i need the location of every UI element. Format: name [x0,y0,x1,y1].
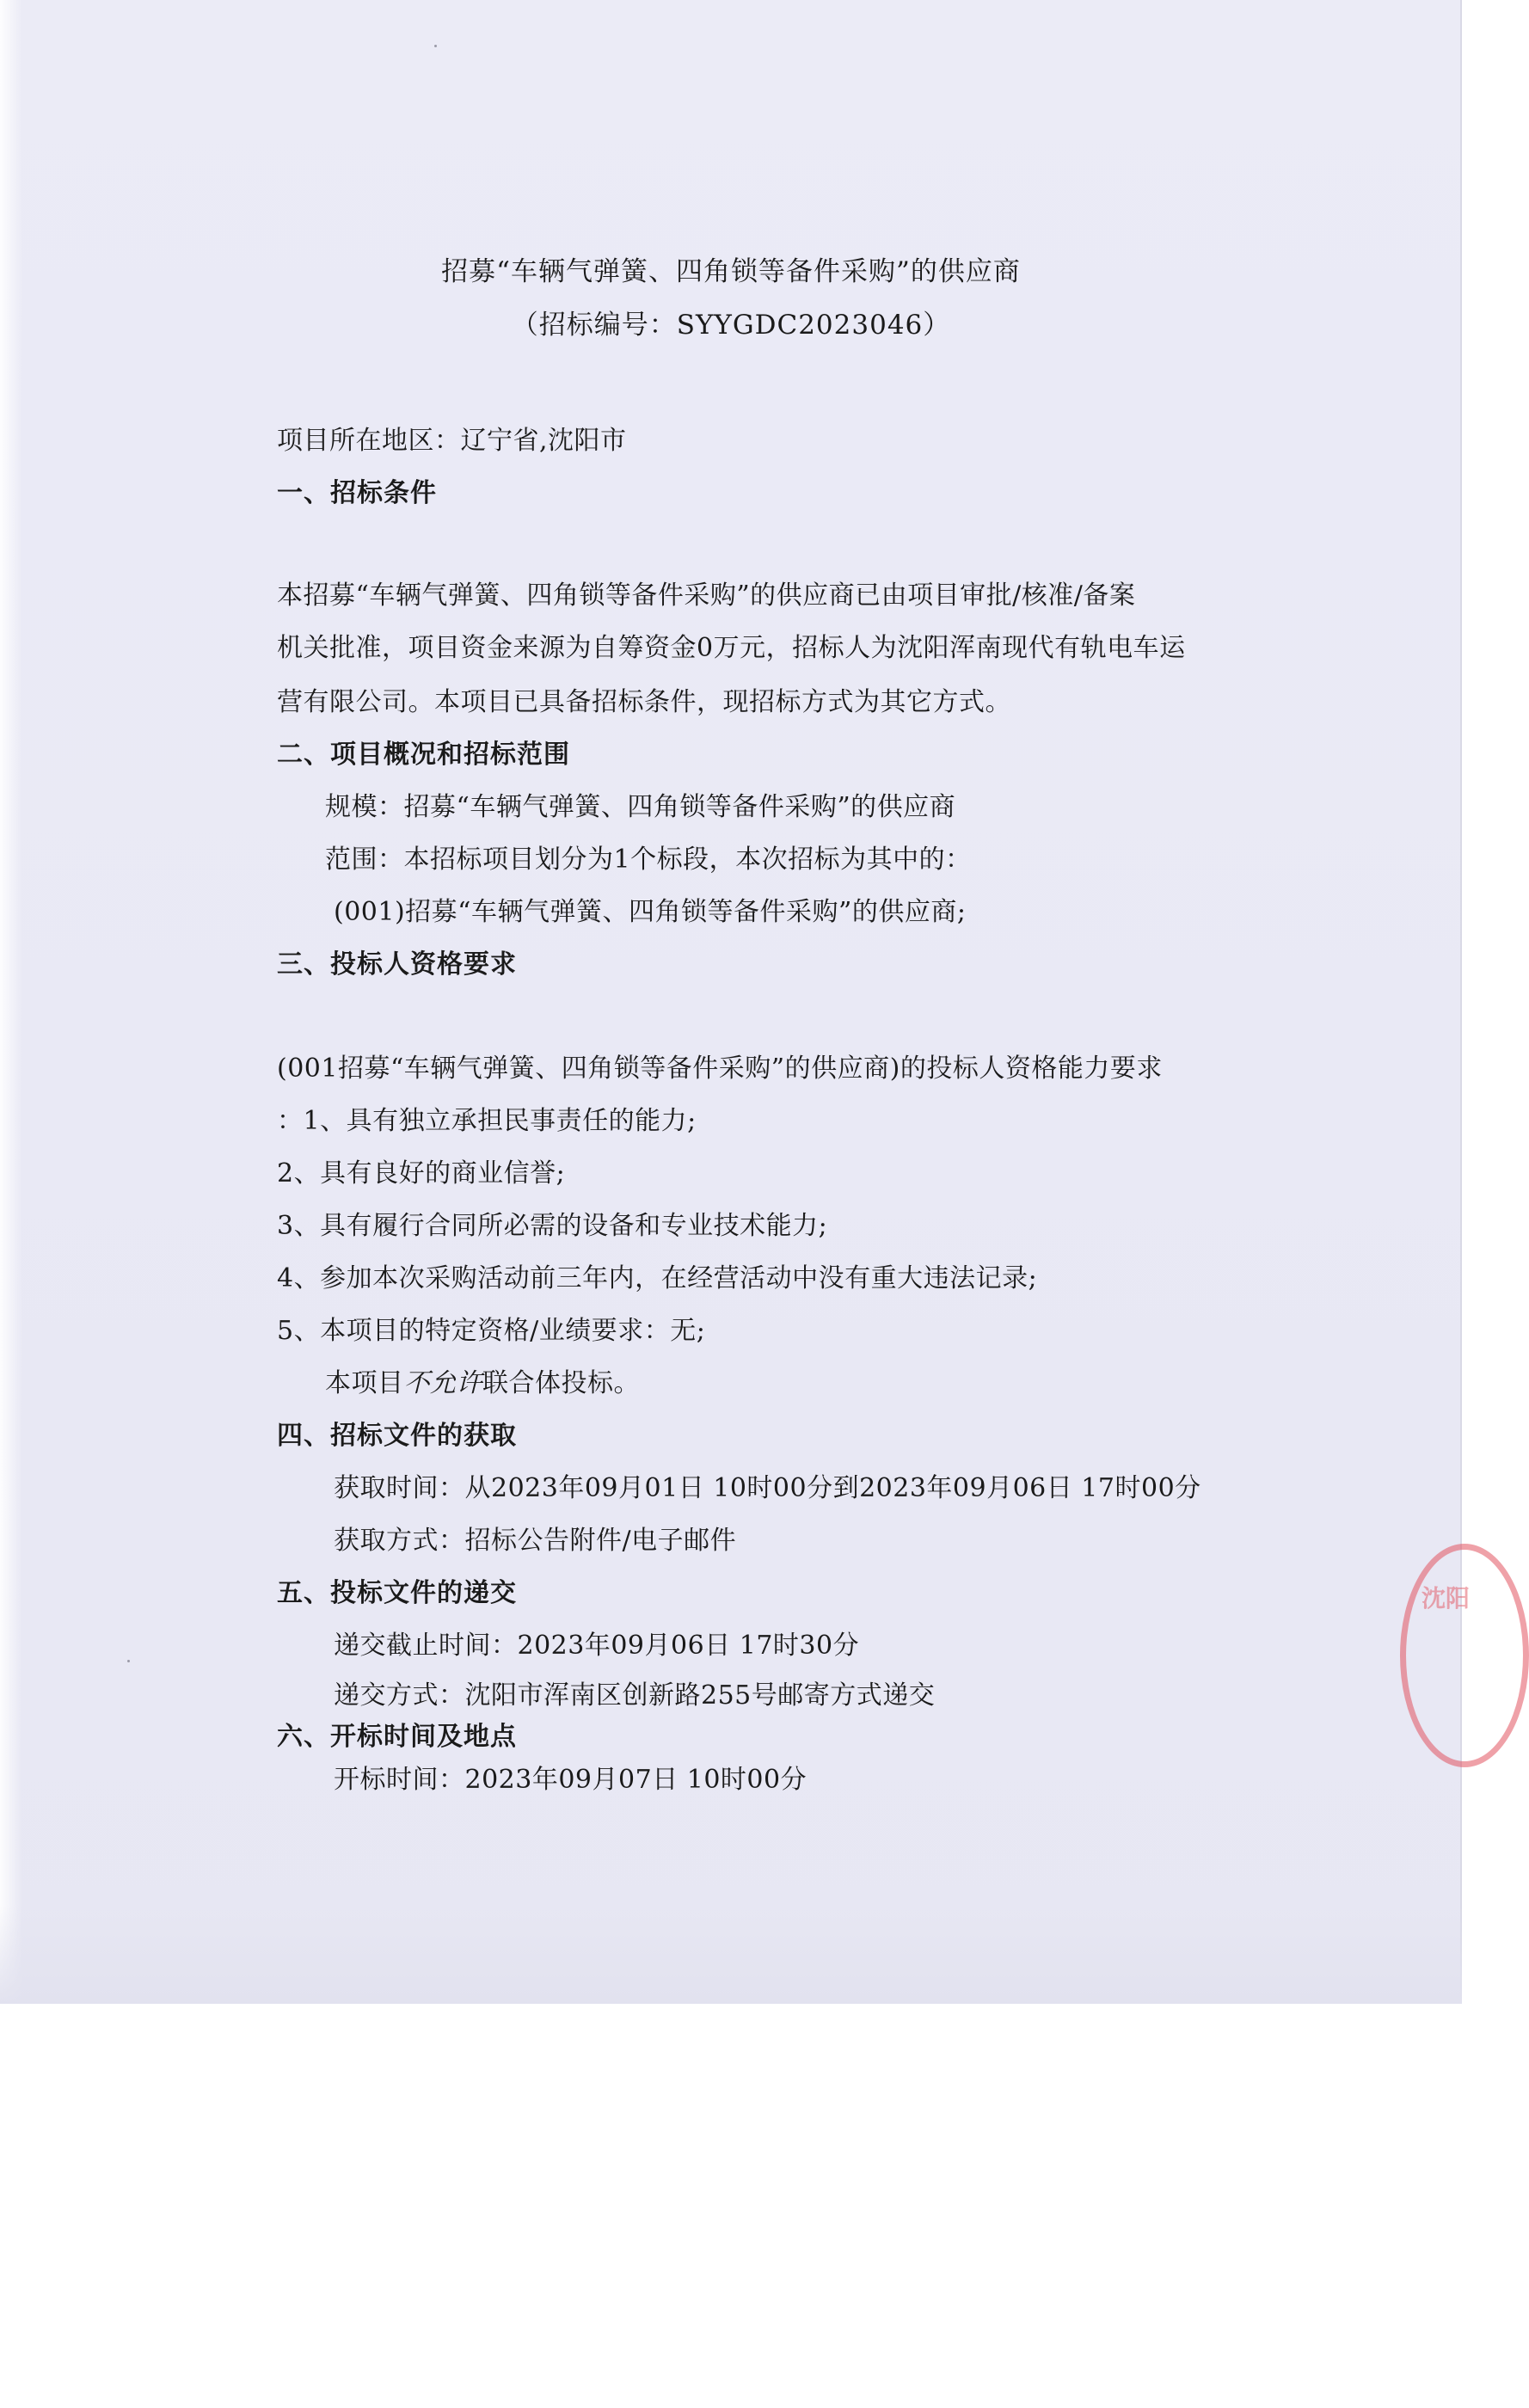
section-1-line: 机关批准，项目资金来源为自筹资金0万元，招标人为沈阳浑南现代有轨电车运 [277,633,1186,663]
company-seal-text: 沈阳 [1422,1584,1471,1612]
scan-speck [127,1660,130,1662]
section-3-line: 4、参加本次采购活动前三年内，在经营活动中没有重大违法记录; [277,1263,1038,1293]
section-3-line: ：1、具有独立承担民事责任的能力; [277,1106,697,1136]
section-5-line: 递交截止时间：2023年09月06日 17时30分 [334,1631,860,1661]
section-3-line: 5、本项目的特定资格/业绩要求：无; [277,1316,706,1346]
scan-bottom-shadow [0,1905,1462,2004]
company-seal [1400,1544,1529,1767]
document-title: 招募“车辆气弹簧、四角锁等备件采购”的供应商 [441,256,1021,287]
section-heading-document-acquisition: 四、招标文件的获取 [277,1421,517,1451]
section-heading-bid-opening: 六、开标时间及地点 [277,1722,517,1752]
section-heading-bid-submission: 五、投标文件的递交 [277,1578,517,1608]
section-1-line: 本招募“车辆气弹簧、四角锁等备件采购”的供应商已由项目审批/核准/备案 [277,580,1136,611]
section-5-line: 递交方式：沈阳市浑南区创新路255号邮寄方式递交 [334,1680,936,1711]
blank-area [0,2004,1462,2408]
section-3-line: 2、具有良好的商业信誉; [277,1158,566,1189]
section-3-line: 3、具有履行合同所必需的设备和专业技术能力; [277,1211,828,1241]
section-4-line: 获取时间：从2023年09月01日 10时00分到2023年09月06日 17时00分 [334,1473,1201,1503]
section-heading-tender-conditions: 一、招标条件 [277,478,437,508]
section-heading-bidder-qualifications: 三、投标人资格要求 [277,949,517,980]
section-1-line: 营有限公司。本项目已具备招标条件，现招标方式为其它方式。 [277,687,1011,717]
tender-number: （招标编号：SYYGDC2023046） [511,310,951,341]
consortium-suffix: 联合体投标。 [482,1368,640,1398]
scan-left-edge [0,0,22,2004]
section-heading-project-overview: 二、项目概况和招标范围 [277,740,570,770]
scan-speck [434,45,437,47]
section-2-line: 规模：招募“车辆气弹簧、四角锁等备件采购”的供应商 [325,792,956,822]
consortium-prefix: 本项目 [325,1368,404,1398]
project-location: 项目所在地区：辽宁省,沈阳市 [277,426,627,456]
consortium-not-allowed: 不允许 [403,1368,482,1398]
section-4-line: 获取方式：招标公告附件/电子邮件 [334,1526,737,1556]
consortium-statement [325,1367,640,1401]
section-2-line: (001)招募“车辆气弹簧、四角锁等备件采购”的供应商; [334,897,967,927]
section-2-line: 范围：本招标项目划分为1个标段，本次招标为其中的： [325,845,972,875]
section-3-line: (001招募“车辆气弹簧、四角锁等备件采购”的供应商)的投标人资格能力要求 [277,1054,1163,1084]
section-6-line: 开标时间：2023年09月07日 10时00分 [334,1765,807,1795]
